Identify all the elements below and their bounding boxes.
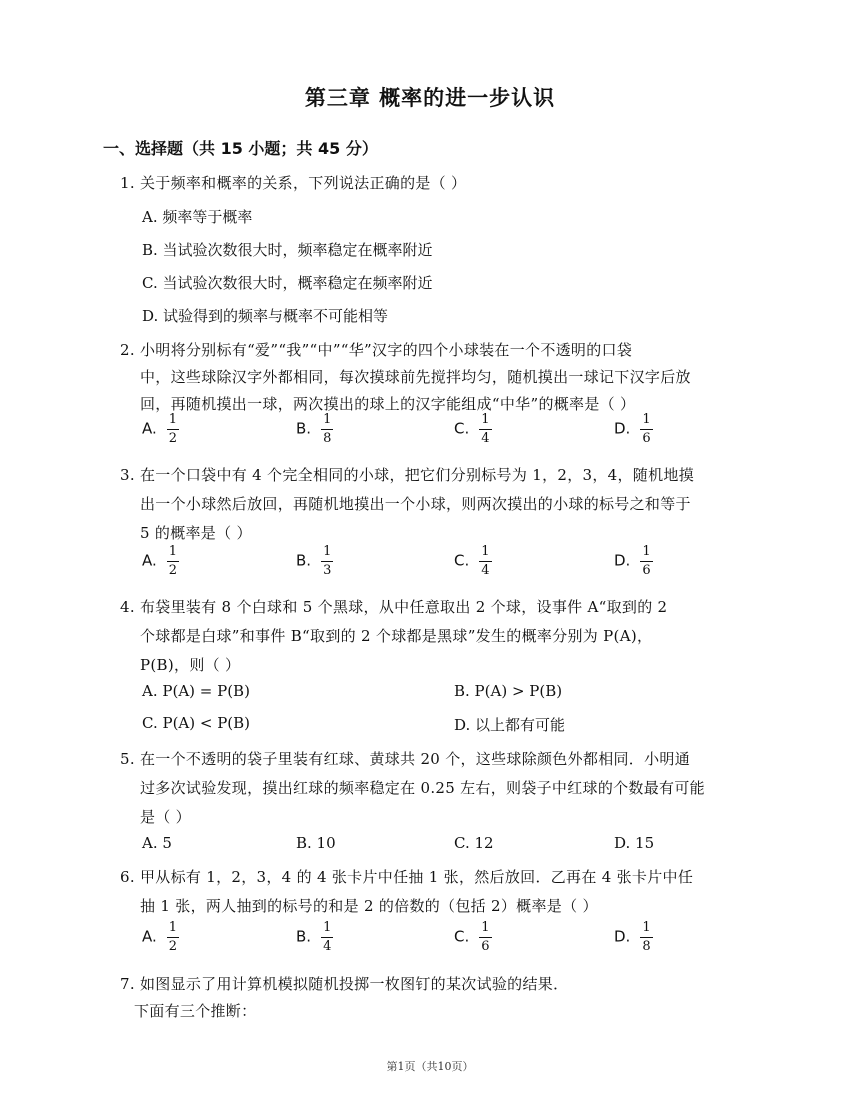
q6-line-1: 6. 甲从标有 1，2，3，4 的 4 张卡片中任抽 1 张，然后放回．乙再在 4 张卡片中任 [120, 868, 694, 886]
fraction: $\frac{1}{4}$ [323, 920, 332, 954]
fraction: $\frac{1}{2}$ [168, 412, 178, 446]
fraction: $\frac{1}{2}$ [168, 920, 178, 954]
q1-stem: 1. 关于频率和概率的关系，下列说法正确的是（ ） [120, 174, 467, 192]
q4-line-1: 4. 布袋里装有 8 个白球和 5 个黑球，从中任意取出 2 个球，设事件 A“取到的 2 [120, 598, 668, 616]
q3-option-a: A. $\frac{1}{2}$ [142, 544, 178, 578]
q3-line-1: 3. 在一个口袋中有 4 个完全相同的小球，把它们分别标号为 1，2，3，4，随机地摸 [120, 466, 695, 484]
q5-option-b: B. 10 [296, 834, 336, 852]
q7-line-1: 7. 如图显示了用计算机模拟随机投掷一枚图钉的某次试验的结果． [120, 975, 569, 993]
q2-line-2: 中，这些球除汉字外都相同，每次摸球前先搅拌均匀，随机摸出一球记下汉字后放 [140, 368, 691, 386]
q1-option-c: C. 当试验次数很大时，概率稳定在频率附近 [142, 274, 433, 292]
fraction: $\frac{1}{3}$ [323, 544, 332, 578]
q4-option-a: A. P(A) = P(B) [142, 682, 250, 700]
q6-line-2: 抽 1 张，两人抽到的标号的和是 2 的倍数的（包括 2）概率是（ ） [140, 897, 598, 915]
fraction: $\frac{1}{2}$ [168, 544, 178, 578]
q3-line-3: 5 的概率是（ ） [140, 524, 252, 542]
page-title: 第三章 概率的进一步认识 [304, 86, 556, 110]
q3-option-d: D. $\frac{1}{6}$ [614, 544, 651, 578]
fraction: $\frac{1}{4}$ [481, 544, 490, 578]
q6-option-b: B. $\frac{1}{4}$ [296, 920, 332, 954]
fraction: $\frac{1}{8}$ [642, 920, 651, 954]
q2-option-d: D. $\frac{1}{6}$ [614, 412, 651, 446]
q4-option-d: D. 以上都有可能 [454, 716, 566, 734]
fraction: $\frac{1}{6}$ [642, 412, 651, 446]
q1-option-d: D. 试验得到的频率与概率不可能相等 [142, 307, 389, 325]
q1-option-b: B. 当试验次数很大时，频率稳定在概率附近 [142, 241, 433, 259]
q7-line-2: 下面有三个推断： [134, 1002, 257, 1020]
q4-line-3: P(B)，则（ ） [140, 656, 241, 674]
fraction: $\frac{1}{4}$ [481, 412, 490, 446]
q1-option-a: A. 频率等于概率 [142, 208, 253, 226]
q3-option-c: C. $\frac{1}{4}$ [454, 544, 490, 578]
fraction: $\frac{1}{8}$ [323, 412, 332, 446]
q5-line-3: 是（ ） [140, 808, 191, 826]
q2-option-a: A. $\frac{1}{2}$ [142, 412, 178, 446]
q3-option-b: B. $\frac{1}{3}$ [296, 544, 332, 578]
q5-option-d: D. 15 [614, 834, 655, 852]
q6-option-c: C. $\frac{1}{6}$ [454, 920, 490, 954]
fraction: $\frac{1}{6}$ [481, 920, 490, 954]
q5-option-c: C. 12 [454, 834, 494, 852]
q4-option-c: C. P(A) < P(B) [142, 714, 251, 732]
q6-option-a: A. $\frac{1}{2}$ [142, 920, 178, 954]
q6-option-d: D. $\frac{1}{8}$ [614, 920, 651, 954]
q5-line-1: 5. 在一个不透明的袋子里装有红球、黄球共 20 个，这些球除颜色外都相同．小明通 [120, 750, 691, 768]
q2-option-c: C. $\frac{1}{4}$ [454, 412, 490, 446]
q5-line-2: 过多次试验发现，摸出红球的频率稳定在 0.25 左右，则袋子中红球的个数最有可能 [140, 779, 705, 797]
page-footer: 第1页（共10页） [386, 1060, 474, 1073]
q4-option-b: B. P(A) > P(B) [454, 682, 563, 700]
q2-line-3: 回，再随机摸出一球，两次摸出的球上的汉字能组成“中华”的概率是（ ） [140, 395, 636, 413]
q2-option-b: B. $\frac{1}{8}$ [296, 412, 332, 446]
q5-option-a: A. 5 [142, 834, 172, 852]
q3-line-2: 出一个小球然后放回，再随机地摸出一个小球，则两次摸出的小球的标号之和等于 [140, 495, 691, 513]
section-heading: 一、选择题（共 15 小题；共 45 分） [103, 139, 378, 158]
q2-line-1: 2. 小明将分别标有“爱”“我”“中”“华”汉字的四个小球装在一个不透明的口袋 [120, 341, 633, 359]
q4-line-2: 个球都是白球”和事件 B“取到的 2 个球都是黑球”发生的概率分别为 P(A)， [140, 627, 653, 645]
fraction: $\frac{1}{6}$ [642, 544, 651, 578]
